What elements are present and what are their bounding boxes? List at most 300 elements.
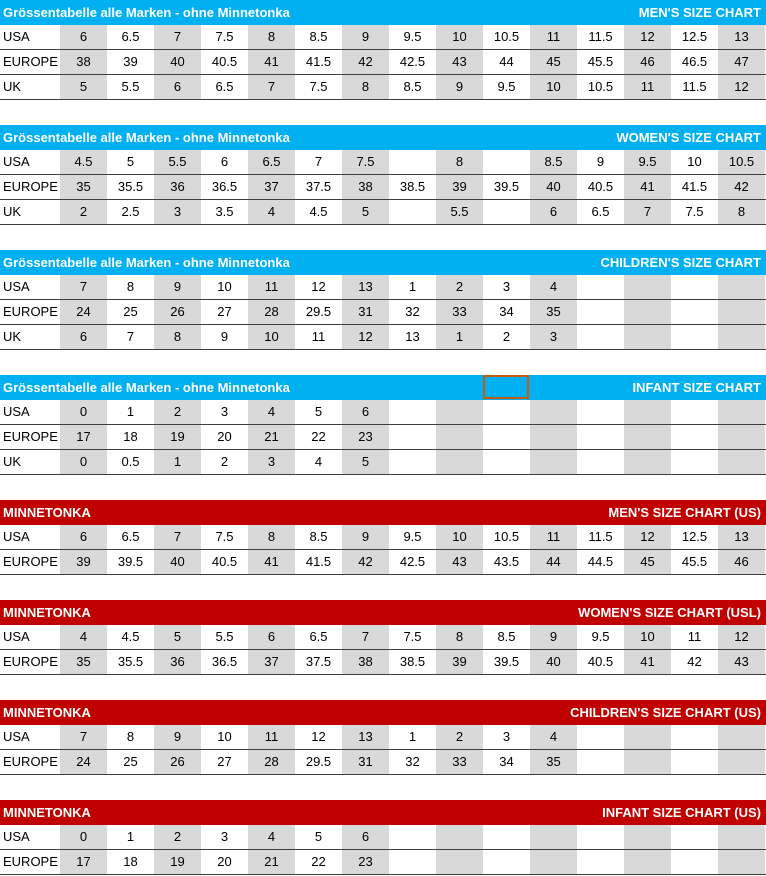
size-cell[interactable]: 9	[220, 329, 229, 344]
row-label[interactable]: UK	[3, 79, 22, 94]
size-cell[interactable]: 35	[530, 750, 577, 774]
size-cell[interactable]: 2	[154, 825, 201, 849]
size-cell[interactable]	[718, 725, 765, 749]
selected-cell-outline[interactable]	[483, 375, 529, 399]
size-cell[interactable]: 26	[154, 300, 201, 324]
size-cell[interactable]: 41.5	[305, 54, 332, 69]
size-cell[interactable]: 31	[342, 300, 389, 324]
size-cell[interactable]: 25	[123, 304, 138, 319]
size-cell[interactable]	[671, 825, 718, 849]
row-label[interactable]: USA	[3, 529, 30, 544]
size-cell[interactable]: 9.5	[591, 629, 610, 644]
size-cell[interactable]: 10	[436, 25, 483, 49]
size-cell[interactable]: 8	[154, 325, 201, 349]
size-cell[interactable]: 10.5	[493, 29, 520, 44]
size-cell[interactable]: 9	[530, 625, 577, 649]
size-cell[interactable]	[718, 325, 765, 349]
size-cell[interactable]: 5	[342, 200, 389, 224]
size-cell[interactable]: 41	[624, 175, 671, 199]
row-label[interactable]: EUROPE	[3, 554, 58, 569]
size-cell[interactable]: 3	[154, 200, 201, 224]
size-cell[interactable]: 9	[342, 25, 389, 49]
size-cell[interactable]	[483, 450, 530, 474]
size-cell[interactable]	[624, 850, 671, 874]
size-cell[interactable]	[624, 825, 671, 849]
size-cell[interactable]: 7.5	[685, 204, 704, 219]
size-cell[interactable]: 4	[530, 275, 577, 299]
size-cell[interactable]	[671, 325, 718, 349]
size-cell[interactable]: 24	[60, 300, 107, 324]
size-cell[interactable]: 11	[248, 275, 295, 299]
size-cell[interactable]: 39.5	[117, 554, 144, 569]
size-cell[interactable]: 38.5	[399, 654, 426, 669]
size-cell[interactable]: 40	[530, 175, 577, 199]
size-cell[interactable]: 19	[154, 425, 201, 449]
size-cell[interactable]	[671, 400, 718, 424]
size-cell[interactable]: 42.5	[399, 54, 426, 69]
size-cell[interactable]: 11.5	[588, 29, 613, 44]
size-cell[interactable]: 13	[342, 275, 389, 299]
size-cell[interactable]: 38	[342, 175, 389, 199]
size-cell[interactable]: 1	[126, 829, 135, 844]
size-cell[interactable]: 9	[436, 75, 483, 99]
size-cell[interactable]: 41	[248, 550, 295, 574]
size-cell[interactable]: 5	[154, 625, 201, 649]
size-cell[interactable]: 1	[154, 450, 201, 474]
size-cell[interactable]: 18	[123, 429, 138, 444]
size-cell[interactable]	[483, 850, 530, 874]
size-cell[interactable]: 40.5	[587, 179, 614, 194]
size-cell[interactable]: 7.5	[403, 629, 422, 644]
size-cell[interactable]	[389, 425, 436, 449]
size-cell[interactable]	[530, 825, 577, 849]
size-cell[interactable]	[483, 200, 530, 224]
size-cell[interactable]: 32	[405, 304, 420, 319]
size-cell[interactable]	[671, 450, 718, 474]
size-cell[interactable]: 39	[60, 550, 107, 574]
size-cell[interactable]: 38.5	[399, 179, 426, 194]
size-cell[interactable]	[436, 425, 483, 449]
size-cell[interactable]: 2.5	[121, 204, 140, 219]
size-cell[interactable]: 8.5	[309, 529, 328, 544]
size-cell[interactable]: 6.5	[591, 204, 610, 219]
size-cell[interactable]: 12.5	[681, 29, 708, 44]
size-cell[interactable]: 0	[60, 450, 107, 474]
size-cell[interactable]: 8.5	[403, 79, 422, 94]
row-label[interactable]: EUROPE	[3, 179, 58, 194]
size-cell[interactable]: 37	[248, 650, 295, 674]
size-cell[interactable]: 37.5	[305, 654, 332, 669]
size-cell[interactable]: 37.5	[305, 179, 332, 194]
size-cell[interactable]	[577, 425, 624, 449]
size-cell[interactable]: 2	[502, 329, 511, 344]
size-cell[interactable]: 6.5	[121, 529, 140, 544]
size-cell[interactable]: 1	[408, 279, 417, 294]
size-cell[interactable]: 8	[436, 150, 483, 174]
size-cell[interactable]: 35.5	[117, 654, 144, 669]
size-cell[interactable]: 11	[311, 329, 326, 344]
row-label[interactable]: UK	[3, 329, 22, 344]
size-cell[interactable]: 8.5	[530, 150, 577, 174]
size-cell[interactable]: 1	[436, 325, 483, 349]
size-cell[interactable]	[530, 400, 577, 424]
size-cell[interactable]: 13	[718, 25, 765, 49]
size-cell[interactable]: 26	[154, 750, 201, 774]
size-cell[interactable]: 41	[624, 650, 671, 674]
size-cell[interactable]	[718, 275, 765, 299]
size-cell[interactable]: 0	[60, 825, 107, 849]
size-cell[interactable]: 3.5	[215, 204, 234, 219]
size-cell[interactable]: 8	[342, 75, 389, 99]
size-cell[interactable]: 7	[314, 154, 323, 169]
size-cell[interactable]: 40	[154, 50, 201, 74]
size-cell[interactable]: 10	[687, 154, 702, 169]
size-cell[interactable]: 6	[342, 825, 389, 849]
size-cell[interactable]: 9.5	[497, 79, 516, 94]
size-cell[interactable]: 11.5	[588, 529, 613, 544]
size-cell[interactable]	[577, 325, 624, 349]
size-cell[interactable]: 7	[248, 75, 295, 99]
size-cell[interactable]: 3	[530, 325, 577, 349]
size-cell[interactable]: 11	[530, 25, 577, 49]
size-cell[interactable]: 28	[248, 750, 295, 774]
size-cell[interactable]: 4.5	[60, 150, 107, 174]
size-cell[interactable]: 44.5	[587, 554, 614, 569]
size-cell[interactable]: 7.5	[215, 29, 234, 44]
size-cell[interactable]: 21	[248, 425, 295, 449]
size-cell[interactable]: 42	[342, 550, 389, 574]
size-cell[interactable]: 8	[248, 525, 295, 549]
size-cell[interactable]	[624, 725, 671, 749]
size-cell[interactable]: 5	[342, 450, 389, 474]
size-cell[interactable]	[483, 400, 530, 424]
size-cell[interactable]	[718, 750, 765, 774]
size-cell[interactable]: 12.5	[681, 529, 708, 544]
size-cell[interactable]: 42.5	[399, 554, 426, 569]
size-cell[interactable]: 12	[311, 279, 326, 294]
row-label[interactable]: USA	[3, 29, 30, 44]
size-cell[interactable]: 4	[248, 825, 295, 849]
row-label[interactable]: EUROPE	[3, 854, 58, 869]
size-cell[interactable]: 34	[499, 754, 514, 769]
size-cell[interactable]	[577, 725, 624, 749]
size-cell[interactable]: 8	[126, 279, 135, 294]
size-cell[interactable]: 3	[220, 829, 229, 844]
size-cell[interactable]: 4	[530, 725, 577, 749]
size-cell[interactable]: 33	[436, 300, 483, 324]
size-cell[interactable]: 41.5	[681, 179, 708, 194]
size-cell[interactable]: 10	[530, 75, 577, 99]
size-cell[interactable]: 2	[436, 275, 483, 299]
size-cell[interactable]: 10	[217, 279, 232, 294]
size-cell[interactable]	[389, 400, 436, 424]
size-cell[interactable]: 35.5	[117, 179, 144, 194]
size-cell[interactable]: 40.5	[211, 54, 238, 69]
size-cell[interactable]: 1	[126, 404, 135, 419]
size-cell[interactable]: 6.5	[215, 79, 234, 94]
size-cell[interactable]: 39	[123, 54, 138, 69]
size-cell[interactable]	[718, 450, 765, 474]
size-cell[interactable]: 39.5	[493, 179, 520, 194]
size-cell[interactable]	[718, 825, 765, 849]
size-cell[interactable]: 10.5	[493, 529, 520, 544]
row-label[interactable]: EUROPE	[3, 654, 58, 669]
size-cell[interactable]: 4.5	[309, 204, 328, 219]
size-cell[interactable]: 7	[624, 200, 671, 224]
size-cell[interactable]	[483, 825, 530, 849]
size-cell[interactable]: 11	[624, 75, 671, 99]
size-cell[interactable]	[389, 850, 436, 874]
size-cell[interactable]: 46.5	[681, 54, 708, 69]
size-cell[interactable]	[436, 400, 483, 424]
size-cell[interactable]: 4	[314, 454, 323, 469]
size-cell[interactable]: 6.5	[121, 29, 140, 44]
size-cell[interactable]: 8	[126, 729, 135, 744]
size-cell[interactable]: 39	[436, 650, 483, 674]
size-cell[interactable]	[577, 275, 624, 299]
size-cell[interactable]: 11.5	[682, 79, 707, 94]
size-cell[interactable]: 2	[220, 454, 229, 469]
size-cell[interactable]	[530, 850, 577, 874]
size-cell[interactable]: 33	[436, 750, 483, 774]
size-cell[interactable]: 7.5	[215, 529, 234, 544]
size-cell[interactable]	[624, 425, 671, 449]
size-cell[interactable]: 10	[624, 625, 671, 649]
size-cell[interactable]: 9.5	[403, 529, 422, 544]
size-cell[interactable]: 43	[718, 650, 765, 674]
size-cell[interactable]: 36.5	[211, 179, 238, 194]
size-cell[interactable]: 10.5	[587, 79, 614, 94]
size-cell[interactable]	[718, 400, 765, 424]
size-cell[interactable]: 32	[405, 754, 420, 769]
size-cell[interactable]: 23	[342, 425, 389, 449]
row-label[interactable]: EUROPE	[3, 54, 58, 69]
size-cell[interactable]: 5	[60, 75, 107, 99]
size-cell[interactable]: 41	[248, 50, 295, 74]
size-cell[interactable]: 2	[154, 400, 201, 424]
size-cell[interactable]	[577, 850, 624, 874]
size-cell[interactable]: 13	[342, 725, 389, 749]
size-cell[interactable]	[718, 425, 765, 449]
row-label[interactable]: EUROPE	[3, 304, 58, 319]
size-cell[interactable]: 44	[530, 550, 577, 574]
size-cell[interactable]	[718, 850, 765, 874]
size-cell[interactable]: 40	[154, 550, 201, 574]
size-cell[interactable]: 6.5	[248, 150, 295, 174]
size-cell[interactable]	[671, 725, 718, 749]
size-cell[interactable]: 41.5	[305, 554, 332, 569]
size-cell[interactable]: 40	[530, 650, 577, 674]
size-cell[interactable]	[577, 750, 624, 774]
size-cell[interactable]: 5	[126, 154, 135, 169]
size-cell[interactable]	[530, 425, 577, 449]
size-cell[interactable]: 4.5	[121, 629, 140, 644]
size-cell[interactable]	[389, 200, 436, 224]
size-cell[interactable]	[671, 750, 718, 774]
size-cell[interactable]: 6	[342, 400, 389, 424]
size-cell[interactable]: 9	[596, 154, 605, 169]
size-cell[interactable]: 4	[60, 625, 107, 649]
size-cell[interactable]: 7	[342, 625, 389, 649]
row-label[interactable]: USA	[3, 154, 30, 169]
size-cell[interactable]: 24	[60, 750, 107, 774]
size-cell[interactable]	[483, 150, 530, 174]
size-cell[interactable]: 10	[436, 525, 483, 549]
size-cell[interactable]: 5.5	[154, 150, 201, 174]
size-cell[interactable]: 43	[436, 50, 483, 74]
size-cell[interactable]: 12	[624, 25, 671, 49]
size-cell[interactable]: 22	[311, 429, 326, 444]
size-cell[interactable]: 12	[342, 325, 389, 349]
size-cell[interactable]: 12	[624, 525, 671, 549]
size-cell[interactable]: 6	[154, 75, 201, 99]
size-cell[interactable]: 19	[154, 850, 201, 874]
size-cell[interactable]: 27	[217, 304, 232, 319]
size-cell[interactable]: 45	[624, 550, 671, 574]
size-cell[interactable]: 17	[60, 425, 107, 449]
size-cell[interactable]	[577, 400, 624, 424]
size-cell[interactable]: 3	[502, 729, 511, 744]
size-cell[interactable]	[624, 325, 671, 349]
size-cell[interactable]: 5.5	[215, 629, 234, 644]
size-cell[interactable]: 8	[436, 625, 483, 649]
size-cell[interactable]: 5	[314, 404, 323, 419]
size-cell[interactable]: 6	[220, 154, 229, 169]
size-cell[interactable]: 36	[154, 650, 201, 674]
size-cell[interactable]: 11	[687, 629, 702, 644]
size-cell[interactable]: 13	[405, 329, 420, 344]
size-cell[interactable]: 11	[530, 525, 577, 549]
size-cell[interactable]: 9	[154, 275, 201, 299]
row-label[interactable]: USA	[3, 279, 30, 294]
size-cell[interactable]	[624, 400, 671, 424]
size-cell[interactable]: 27	[217, 754, 232, 769]
row-label[interactable]: UK	[3, 454, 22, 469]
size-cell[interactable]: 7	[60, 725, 107, 749]
size-cell[interactable]: 5.5	[121, 79, 140, 94]
row-label[interactable]: USA	[3, 729, 30, 744]
size-cell[interactable]: 3	[248, 450, 295, 474]
size-cell[interactable]: 44	[499, 54, 514, 69]
size-cell[interactable]	[624, 750, 671, 774]
size-cell[interactable]: 38	[60, 50, 107, 74]
size-cell[interactable]	[436, 850, 483, 874]
size-cell[interactable]: 2	[60, 200, 107, 224]
size-cell[interactable]: 0.5	[121, 454, 140, 469]
size-cell[interactable]: 29.5	[305, 754, 332, 769]
size-cell[interactable]: 35	[60, 175, 107, 199]
size-cell[interactable]: 7.5	[342, 150, 389, 174]
size-cell[interactable]: 39	[436, 175, 483, 199]
size-cell[interactable]: 10.5	[718, 150, 765, 174]
size-cell[interactable]: 13	[718, 525, 765, 549]
size-cell[interactable]: 35	[60, 650, 107, 674]
size-cell[interactable]: 29.5	[305, 304, 332, 319]
row-label[interactable]: EUROPE	[3, 754, 58, 769]
size-cell[interactable]: 47	[718, 50, 765, 74]
size-cell[interactable]	[389, 450, 436, 474]
size-cell[interactable]: 9	[342, 525, 389, 549]
size-cell[interactable]: 6	[60, 325, 107, 349]
size-cell[interactable]: 5	[314, 829, 323, 844]
size-cell[interactable]: 40.5	[587, 654, 614, 669]
size-cell[interactable]: 7	[154, 25, 201, 49]
size-cell[interactable]	[671, 425, 718, 449]
size-cell[interactable]: 36	[154, 175, 201, 199]
size-cell[interactable]	[530, 450, 577, 474]
size-cell[interactable]: 6	[530, 200, 577, 224]
size-cell[interactable]: 1	[408, 729, 417, 744]
size-cell[interactable]: 45.5	[681, 554, 708, 569]
size-cell[interactable]: 28	[248, 300, 295, 324]
size-cell[interactable]: 8	[248, 25, 295, 49]
size-cell[interactable]	[671, 275, 718, 299]
size-cell[interactable]: 20	[217, 854, 232, 869]
size-cell[interactable]: 12	[311, 729, 326, 744]
size-cell[interactable]: 8.5	[497, 629, 516, 644]
size-cell[interactable]: 35	[530, 300, 577, 324]
size-cell[interactable]: 6	[60, 525, 107, 549]
size-cell[interactable]	[577, 450, 624, 474]
size-cell[interactable]	[389, 825, 436, 849]
size-cell[interactable]: 5.5	[436, 200, 483, 224]
row-label[interactable]: EUROPE	[3, 429, 58, 444]
size-cell[interactable]: 4	[248, 200, 295, 224]
size-cell[interactable]: 23	[342, 850, 389, 874]
size-cell[interactable]	[624, 275, 671, 299]
size-cell[interactable]: 43	[436, 550, 483, 574]
size-cell[interactable]: 9	[154, 725, 201, 749]
size-cell[interactable]	[436, 825, 483, 849]
size-cell[interactable]: 36.5	[211, 654, 238, 669]
size-cell[interactable]: 4	[248, 400, 295, 424]
size-cell[interactable]: 45	[530, 50, 577, 74]
row-label[interactable]: USA	[3, 404, 30, 419]
size-cell[interactable]: 11	[248, 725, 295, 749]
size-cell[interactable]	[671, 300, 718, 324]
size-cell[interactable]: 9.5	[624, 150, 671, 174]
size-cell[interactable]: 42	[687, 654, 702, 669]
size-cell[interactable]: 45.5	[587, 54, 614, 69]
size-cell[interactable]	[624, 450, 671, 474]
size-cell[interactable]: 40.5	[211, 554, 238, 569]
size-cell[interactable]: 8	[718, 200, 765, 224]
size-cell[interactable]: 17	[60, 850, 107, 874]
size-cell[interactable]: 8.5	[309, 29, 328, 44]
size-cell[interactable]	[577, 825, 624, 849]
row-label[interactable]: USA	[3, 829, 30, 844]
size-cell[interactable]: 6	[60, 25, 107, 49]
size-cell[interactable]: 25	[123, 754, 138, 769]
size-cell[interactable]: 43.5	[493, 554, 520, 569]
size-cell[interactable]: 0	[60, 400, 107, 424]
row-label[interactable]: UK	[3, 204, 22, 219]
size-cell[interactable]: 37	[248, 175, 295, 199]
size-cell[interactable]: 20	[217, 429, 232, 444]
size-cell[interactable]	[577, 300, 624, 324]
size-cell[interactable]: 7	[154, 525, 201, 549]
size-cell[interactable]: 34	[499, 304, 514, 319]
row-label[interactable]: USA	[3, 629, 30, 644]
size-cell[interactable]: 3	[220, 404, 229, 419]
size-cell[interactable]: 10	[217, 729, 232, 744]
size-cell[interactable]	[624, 300, 671, 324]
size-cell[interactable]	[436, 450, 483, 474]
size-cell[interactable]	[718, 300, 765, 324]
size-cell[interactable]: 39.5	[493, 654, 520, 669]
size-cell[interactable]: 12	[718, 75, 765, 99]
size-cell[interactable]: 3	[502, 279, 511, 294]
